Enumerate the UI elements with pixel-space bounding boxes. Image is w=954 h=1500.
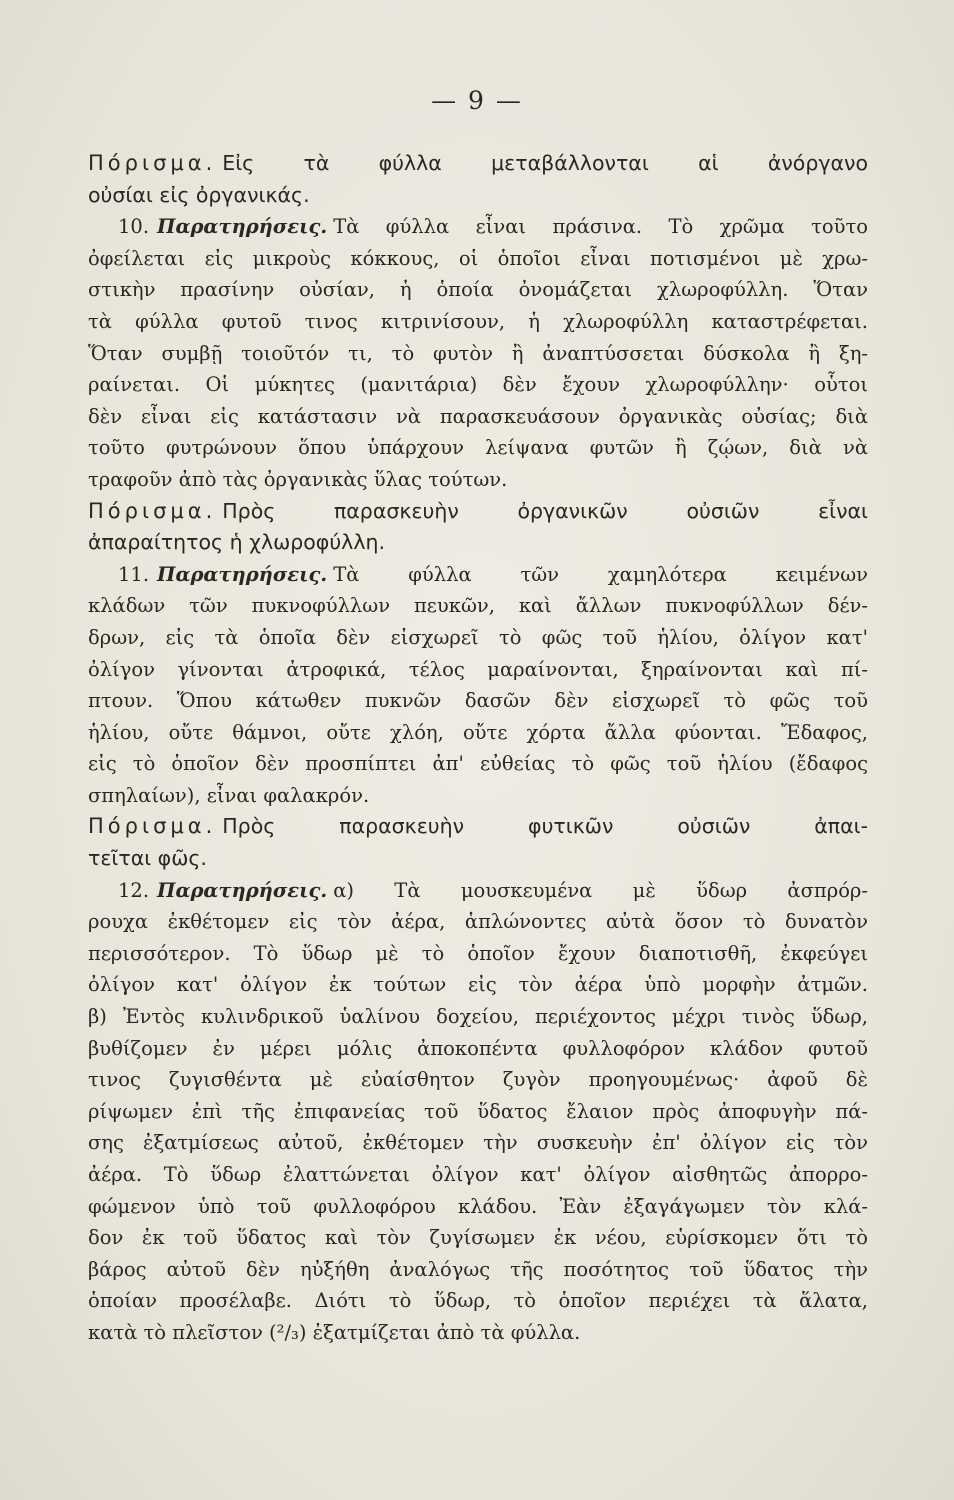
paragraph-text: εἰς τὸ ὁποῖον δὲν προσπίπτει ἀπ' εὐθείας τὸ φῶς τοῦ ἡλίου (ἔδαφος	[88, 752, 868, 776]
text-line	[88, 843, 868, 875]
text-line	[88, 622, 868, 654]
page-number: — 9 —	[431, 86, 523, 115]
text-line	[88, 559, 868, 591]
text-line	[88, 780, 868, 812]
text-line	[88, 148, 868, 180]
paragraph-text: φώμενον ὑπὸ τοῦ φυλλοφόρου κλάδου. Ἐὰν ἐξαγάγωμεν τὸν κλά-	[88, 1194, 868, 1218]
text-line	[88, 654, 868, 686]
porisma-heading: Πόρισμα.	[88, 498, 217, 523]
paragraph-text: ἀέρα. Τὸ ὕδωρ ἐλαττώνεται ὀλίγον κατ' ὀλίγον αἰσθητῶς ἀπορρο-	[88, 1163, 868, 1186]
porisma-text: τεῖται φῶς.	[88, 846, 207, 871]
porisma-heading: Πόρισμα.	[88, 814, 217, 839]
text-line	[88, 685, 868, 717]
text-line	[88, 906, 868, 938]
paragraph-text: ἡλίου, οὔτε θάμνοι, οὔτε χλόη, οὔτε χόρτα ἄλλα φύονται. Ἔδαφος,	[88, 720, 868, 744]
paragraph-text: δρων, εἰς τὰ ὁποῖα δὲν εἰσχωρεῖ τὸ φῶς τοῦ ἡλίου, ὀλίγον κατ'	[88, 625, 868, 649]
text-line	[88, 1127, 868, 1159]
text-line	[88, 1285, 868, 1317]
paragraph-text: τοῦτο φυτρώνουν ὅπου ὑπάρχουν λείψανα φυτῶν ἢ ζῴων, διὰ νὰ	[88, 436, 868, 460]
paragraph-text: ὀλίγον κατ' ὀλίγον ἐκ τούτων εἰς τὸν ἀέρα ὑπὸ μορφὴν ἀτμῶν.	[88, 973, 868, 997]
text-line	[88, 527, 868, 559]
observations-heading: Παρατηρήσεις.	[157, 562, 328, 586]
text-line	[88, 938, 868, 970]
text-line	[88, 274, 868, 306]
paragraph-text: ρίψωμεν ἐπὶ τῆς ἐπιφανείας τοῦ ὕδατος ἔλαιον πρὸς ἀποφυγὴν πά-	[88, 1099, 868, 1123]
text-line	[88, 496, 868, 528]
paragraph-text: περισσότερον. Τὸ ὕδωρ μὲ τὸ ὁποῖον ἔχουν διαποτισθῆ, ἐκφεύγει	[88, 941, 868, 965]
body-text	[88, 148, 868, 1349]
paragraph-text: Ὅταν συμβῇ τοιοῦτόν τι, τὸ φυτὸν ἢ ἀναπτύσσεται δύσκολα ἢ ξη-	[88, 341, 868, 365]
paragraph-text: ὀφείλεται εἰς μικροὺς κόκκους, οἱ ὁποῖοι εἶναι ποτισμένοι μὲ χρω-	[88, 246, 868, 270]
paragraph-text: ὁποίαν προσέλαβε. Διότι τὸ ὕδωρ, τὸ ὁποῖον περιέχει τὰ ἅλατα,	[88, 1289, 868, 1313]
text-line	[88, 1159, 868, 1191]
paragraph-text: κλάδων τῶν πυκνοφύλλων πευκῶν, καὶ ἄλλων πυκνοφύλλων δέν-	[88, 594, 868, 618]
text-line	[88, 369, 868, 401]
porisma-text: Εἰς τὰ φύλλα μεταβάλλονται αἱ ἀνόργανο	[222, 151, 868, 175]
paragraph-text: βάρος αὐτοῦ δὲν ηὐξήθη ἀναλόγως τῆς ποσότητος τοῦ ὕδατος τὴν	[88, 1257, 868, 1281]
text-line	[88, 180, 868, 212]
text-line	[88, 306, 868, 338]
text-line	[88, 1033, 868, 1065]
paragraph-text: σπηλαίων), εἶναι φαλακρόν.	[88, 783, 370, 807]
text-line	[88, 432, 868, 464]
paragraph-text: τραφοῦν ἀπὸ τὰς ὀργανικὰς ὕλας τούτων.	[88, 467, 508, 491]
text-line	[88, 464, 868, 496]
porisma-heading: Πόρισμα.	[88, 151, 217, 175]
section-number: 12.	[118, 878, 150, 902]
text-line	[88, 1317, 868, 1349]
paragraph-text: βυθίζομεν ἐν μέρει μόλις ἀποκοπέντα φυλλοφόρον κλάδον φυτοῦ	[88, 1036, 868, 1060]
text-line	[88, 1222, 868, 1254]
observations-heading: Παρατηρήσεις.	[157, 878, 328, 902]
observations-heading: Παρατηρήσεις.	[157, 215, 328, 239]
paragraph-text: β) Ἐντὸς κυλινδρικοῦ ὑαλίνου δοχείου, περιέχοντος μέχρι τινὸς ὕδωρ,	[88, 1005, 868, 1029]
paragraph-text: ὀλίγον γίνονται ἀτροφικά, τέλος μαραίνονται, ξηραίνονται καὶ πί-	[88, 657, 868, 681]
text-line	[88, 1064, 868, 1096]
section-number: 11.	[118, 562, 150, 586]
paragraph-text: Τὰ φύλλα εἶναι πράσινα. Τὸ χρῶμα τοῦτο	[333, 215, 868, 239]
text-line	[88, 243, 868, 275]
text-line	[88, 401, 868, 433]
text-line	[88, 717, 868, 749]
porisma-text: ἀπαραίτητος ἡ χλωροφύλλη.	[88, 530, 385, 555]
paragraph-text: α) Τὰ μουσκευμένα μὲ ὕδωρ ἀσπρόρ-	[333, 878, 868, 902]
porisma-text: Πρὸς παρασκευὴν φυτικῶν οὐσιῶν ἀπαι-	[222, 814, 868, 839]
section-number: 10.	[118, 215, 150, 239]
text-line	[88, 748, 868, 780]
paragraph-text: σης ἐξατμίσεως αὐτοῦ, ἐκθέτομεν τὴν συσκευὴν ἐπ' ὀλίγον εἰς τὸν	[88, 1131, 868, 1155]
text-line	[88, 1254, 868, 1286]
paragraph-text: δον ἐκ τοῦ ὕδατος καὶ τὸν ζυγίσωμεν ἐκ νέου, εὑρίσκομεν ὅτι τὸ	[88, 1226, 868, 1250]
paragraph-text: δὲν εἶναι εἰς κατάστασιν νὰ παρασκευάσουν ὀργανικὰς οὐσίας; διὰ	[88, 404, 868, 428]
text-line	[88, 211, 868, 243]
text-line	[88, 969, 868, 1001]
text-line	[88, 811, 868, 843]
paragraph-text: τινος ζυγισθέντα μὲ εὐαίσθητον ζυγὸν προηγουμένως· ἀφοῦ δὲ	[88, 1068, 868, 1092]
paragraph-text: ρουχα ἐκθέτομεν εἰς τὸν ἀέρα, ἁπλώνοντες αὐτὰ ὅσον τὸ δυνατὸν	[88, 910, 868, 934]
text-line	[88, 875, 868, 907]
text-line	[88, 1096, 868, 1128]
paragraph-text: στικὴν πρασίνην οὐσίαν, ἡ ὁποία ὀνομάζεται χλωροφύλλη. Ὅταν	[88, 278, 868, 302]
text-line	[88, 590, 868, 622]
porisma-text: οὐσίαι εἰς ὀργανικάς.	[88, 182, 310, 207]
paragraph-text: τὰ φύλλα φυτοῦ τινος κιτρινίσουν, ἡ χλωροφύλλη καταστρέφεται.	[88, 309, 868, 333]
text-line	[88, 338, 868, 370]
paragraph-text: κατὰ τὸ πλεῖστον (²/₃) ἐξατμίζεται ἀπὸ τὰ φύλλα.	[88, 1320, 581, 1344]
porisma-text: Πρὸς παρασκευὴν ὀργανικῶν οὐσιῶν εἶναι	[222, 498, 868, 523]
text-line	[88, 1191, 868, 1223]
paragraph-text: ραίνεται. Οἱ μύκητες (μανιτάρια) δὲν ἔχουν χλωροφύλλην· οὗτοι	[88, 373, 868, 397]
text-line	[88, 1001, 868, 1033]
paragraph-text: πτουν. Ὅπου κάτωθεν πυκνῶν δασῶν δὲν εἰσχωρεῖ τὸ φῶς τοῦ	[88, 689, 868, 713]
paragraph-text: Τὰ φύλλα τῶν χαμηλότερα κειμένων	[333, 562, 868, 586]
